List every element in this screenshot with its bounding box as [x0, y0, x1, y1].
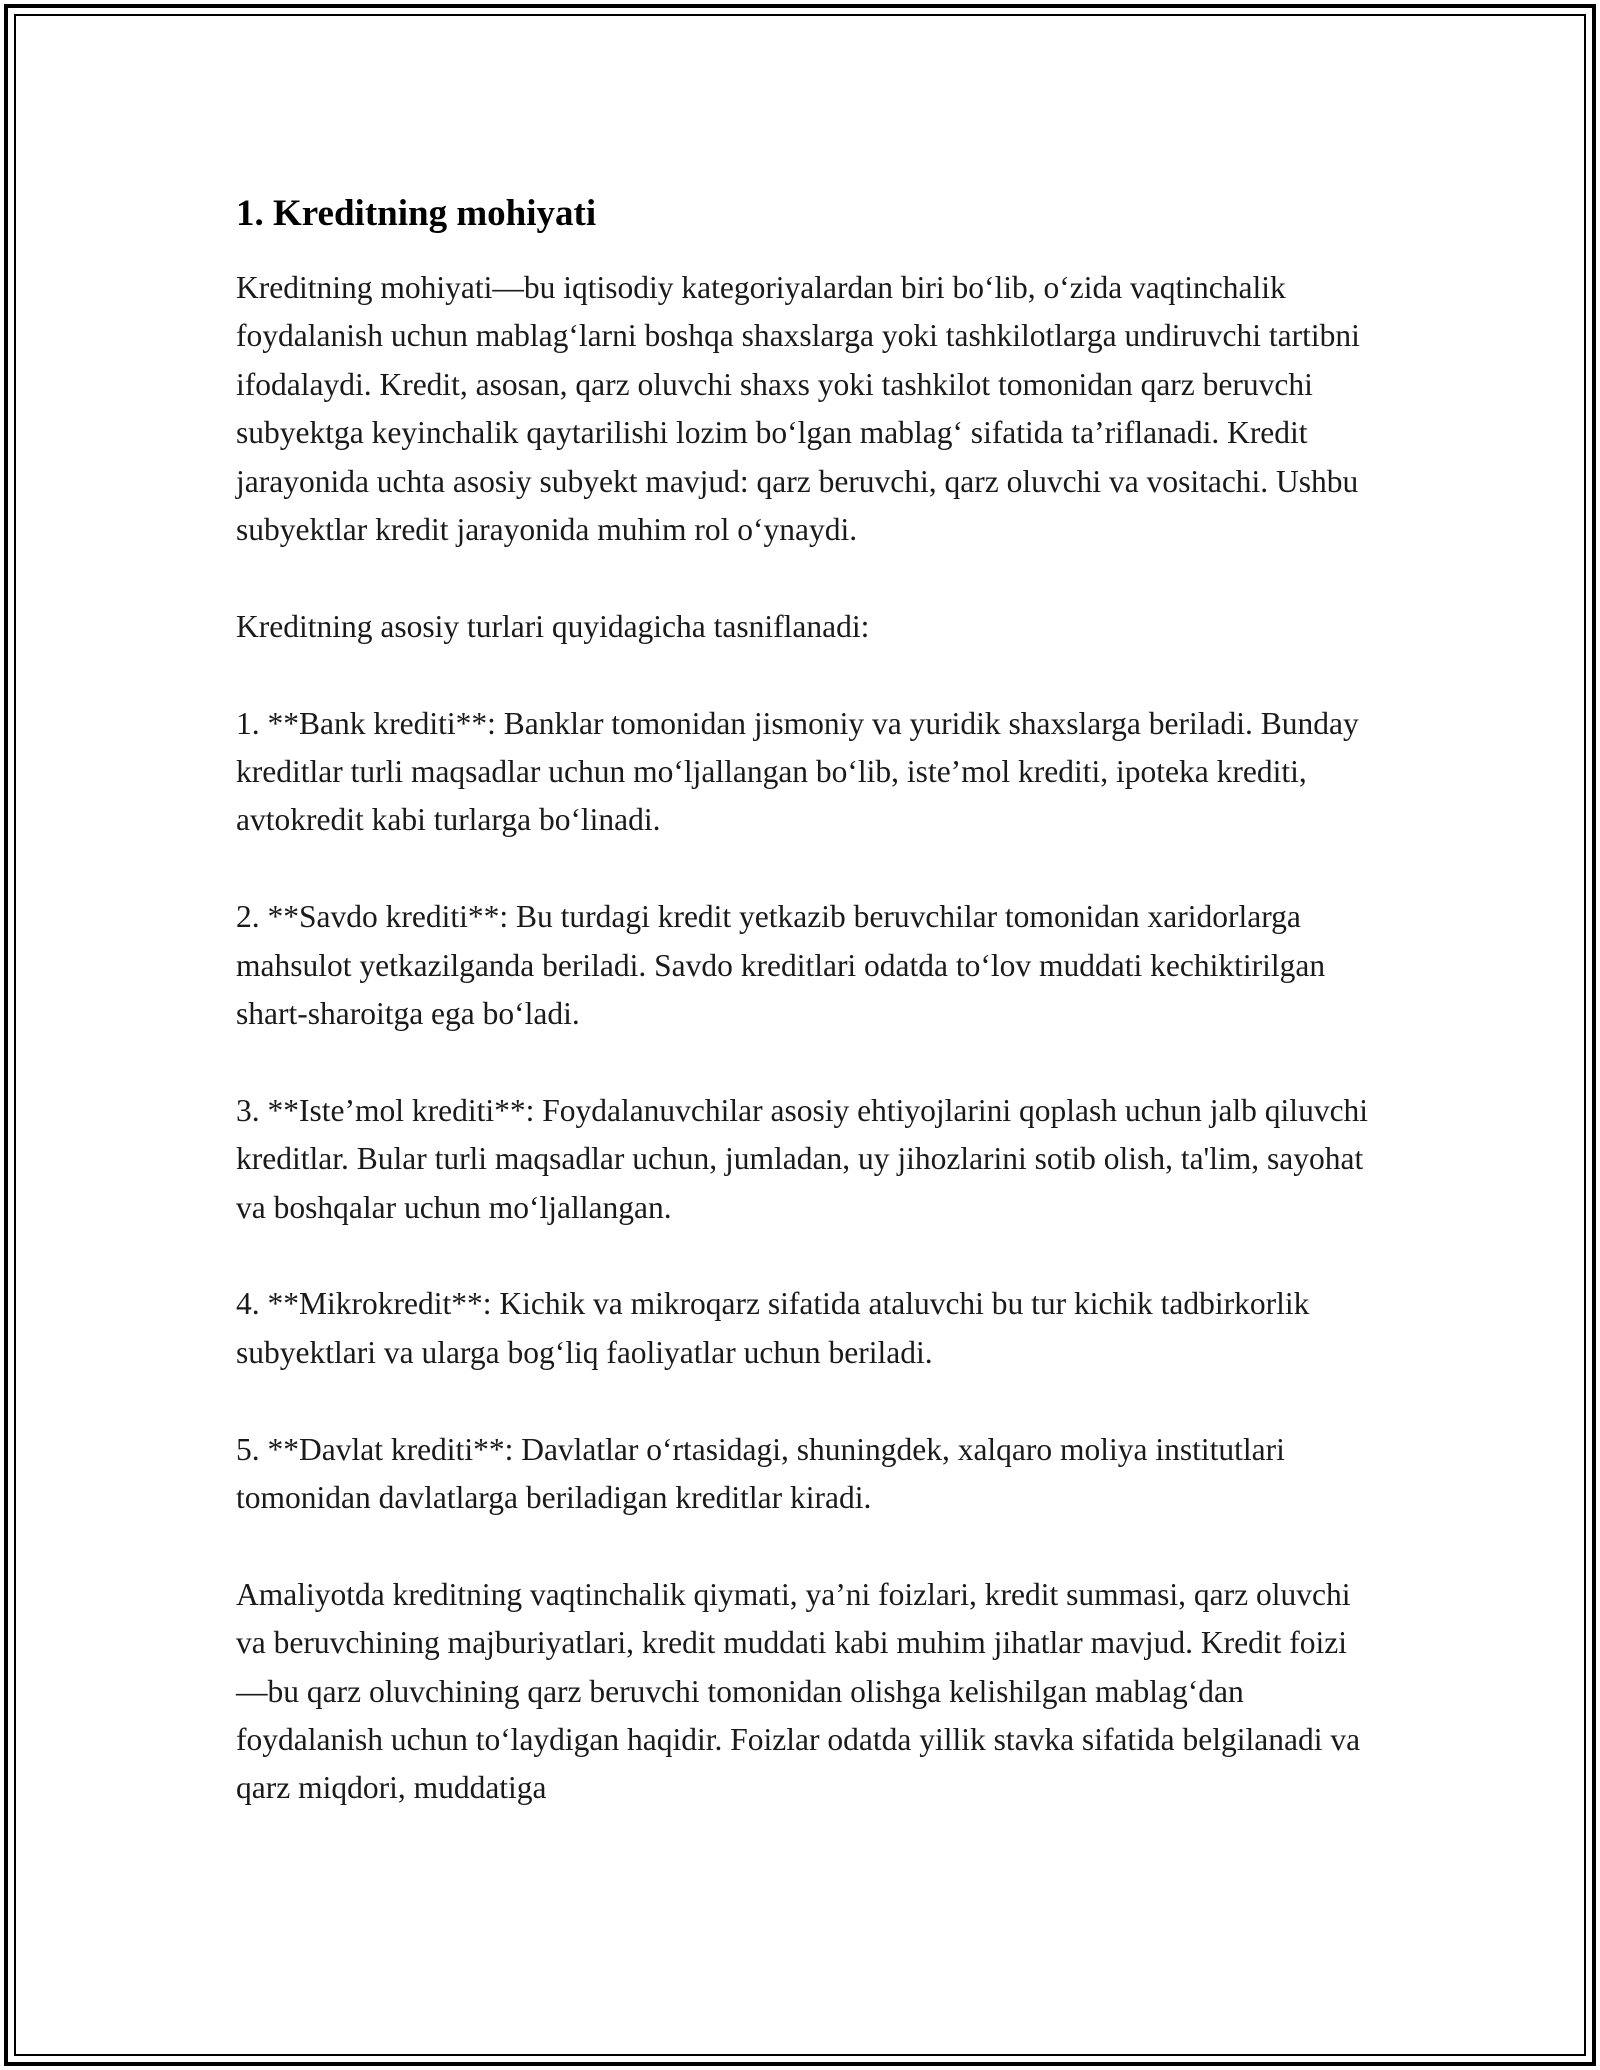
paragraph-practice: Amaliyotda kreditning vaqtinchalik qiymati, ya’ni foizlari, kredit summasi, qarz oluvchi va beruvchining majburiyatlari, kredit muddati kabi muhim jihatlar mavjud. Kredit foizi—bu qarz oluvchining qarz beruvchi tomonidan olishga kelishilgan mablag‘dan foydalanish uchun to‘laydigan haqidir. Foizlar odatda yillik stavka sifatida belgilanadi va qarz miqdori, muddatiga	[236, 1576, 1361, 1806]
list-item-state-credit: 5. **Davlat krediti**: Davlatlar o‘rtasidagi, shuningdek, xalqaro moliya institutlari tomonidan davlatlarga beriladigan kreditlar kiradi.	[236, 1431, 1285, 1516]
section-heading: 1. Kreditning mohiyati	[236, 193, 597, 234]
document-body	[236, 190, 1376, 1813]
list-item-consumer-credit: 3. **Iste’mol krediti**: Foydalanuvchilar asosiy ehtiyojlarini qoplash uchun jalb qiluvchi kreditlar. Bular turli maqsadlar uchun, jumladan, uy jihozlarini sotib olish, ta'lim, sayohat va boshqalar uchun mo‘ljallangan.	[236, 1092, 1369, 1225]
list-item-microcredit: 4. **Mikrokredit**: Kichik va mikroqarz sifatida ataluvchi bu tur kichik tadbirkorlik subyektlari va ularga bog‘liq faoliyatlar uchun beriladi.	[236, 1286, 1310, 1370]
list-item-trade-credit: 2. **Savdo krediti**: Bu turdagi kredit yetkazib beruvchilar tomonidan xaridorlarga mahsulot yetkazilganda beriladi. Savdo kreditlari odatda to‘lov muddati kechiktirilgan shart-sharoitga ega bo‘ladi.	[236, 899, 1326, 1032]
list-item-bank-credit: 1. **Bank krediti**: Banklar tomonidan jismoniy va yuridik shaxslarga beriladi. Bunday kreditlar turli maqsadlar uchun mo‘ljallangan bo‘lib, iste’mol krediti, ipoteka krediti, avtokredit kabi turlarga bo‘linadi.	[236, 705, 1359, 838]
paragraph-intro: Kreditning mohiyati—bu iqtisodiy kategoriyalardan biri bo‘lib, o‘zida vaqtinchalik foydalanish uchun mablag‘larni boshqa shaxslarga yoki tashkilotlarga undiruvchi tartibni ifodalaydi. Kredit, asosan, qarz oluvchi shaxs yoki tashkilot tomonidan qarz beruvchi subyektga keyinchalik qaytarilishi lozim bo‘lgan mablag‘ sifatida ta’riflanadi. Kredit jarayonida uchta asosiy subyekt mavjud: qarz beruvchi, qarz oluvchi va vositachi. Ushbu subyektlar kredit jarayonida muhim rol o‘ynaydi.	[236, 270, 1360, 548]
paragraph-types-lead: Kreditning asosiy turlari quyidagicha tasniflanadi:	[236, 608, 870, 644]
